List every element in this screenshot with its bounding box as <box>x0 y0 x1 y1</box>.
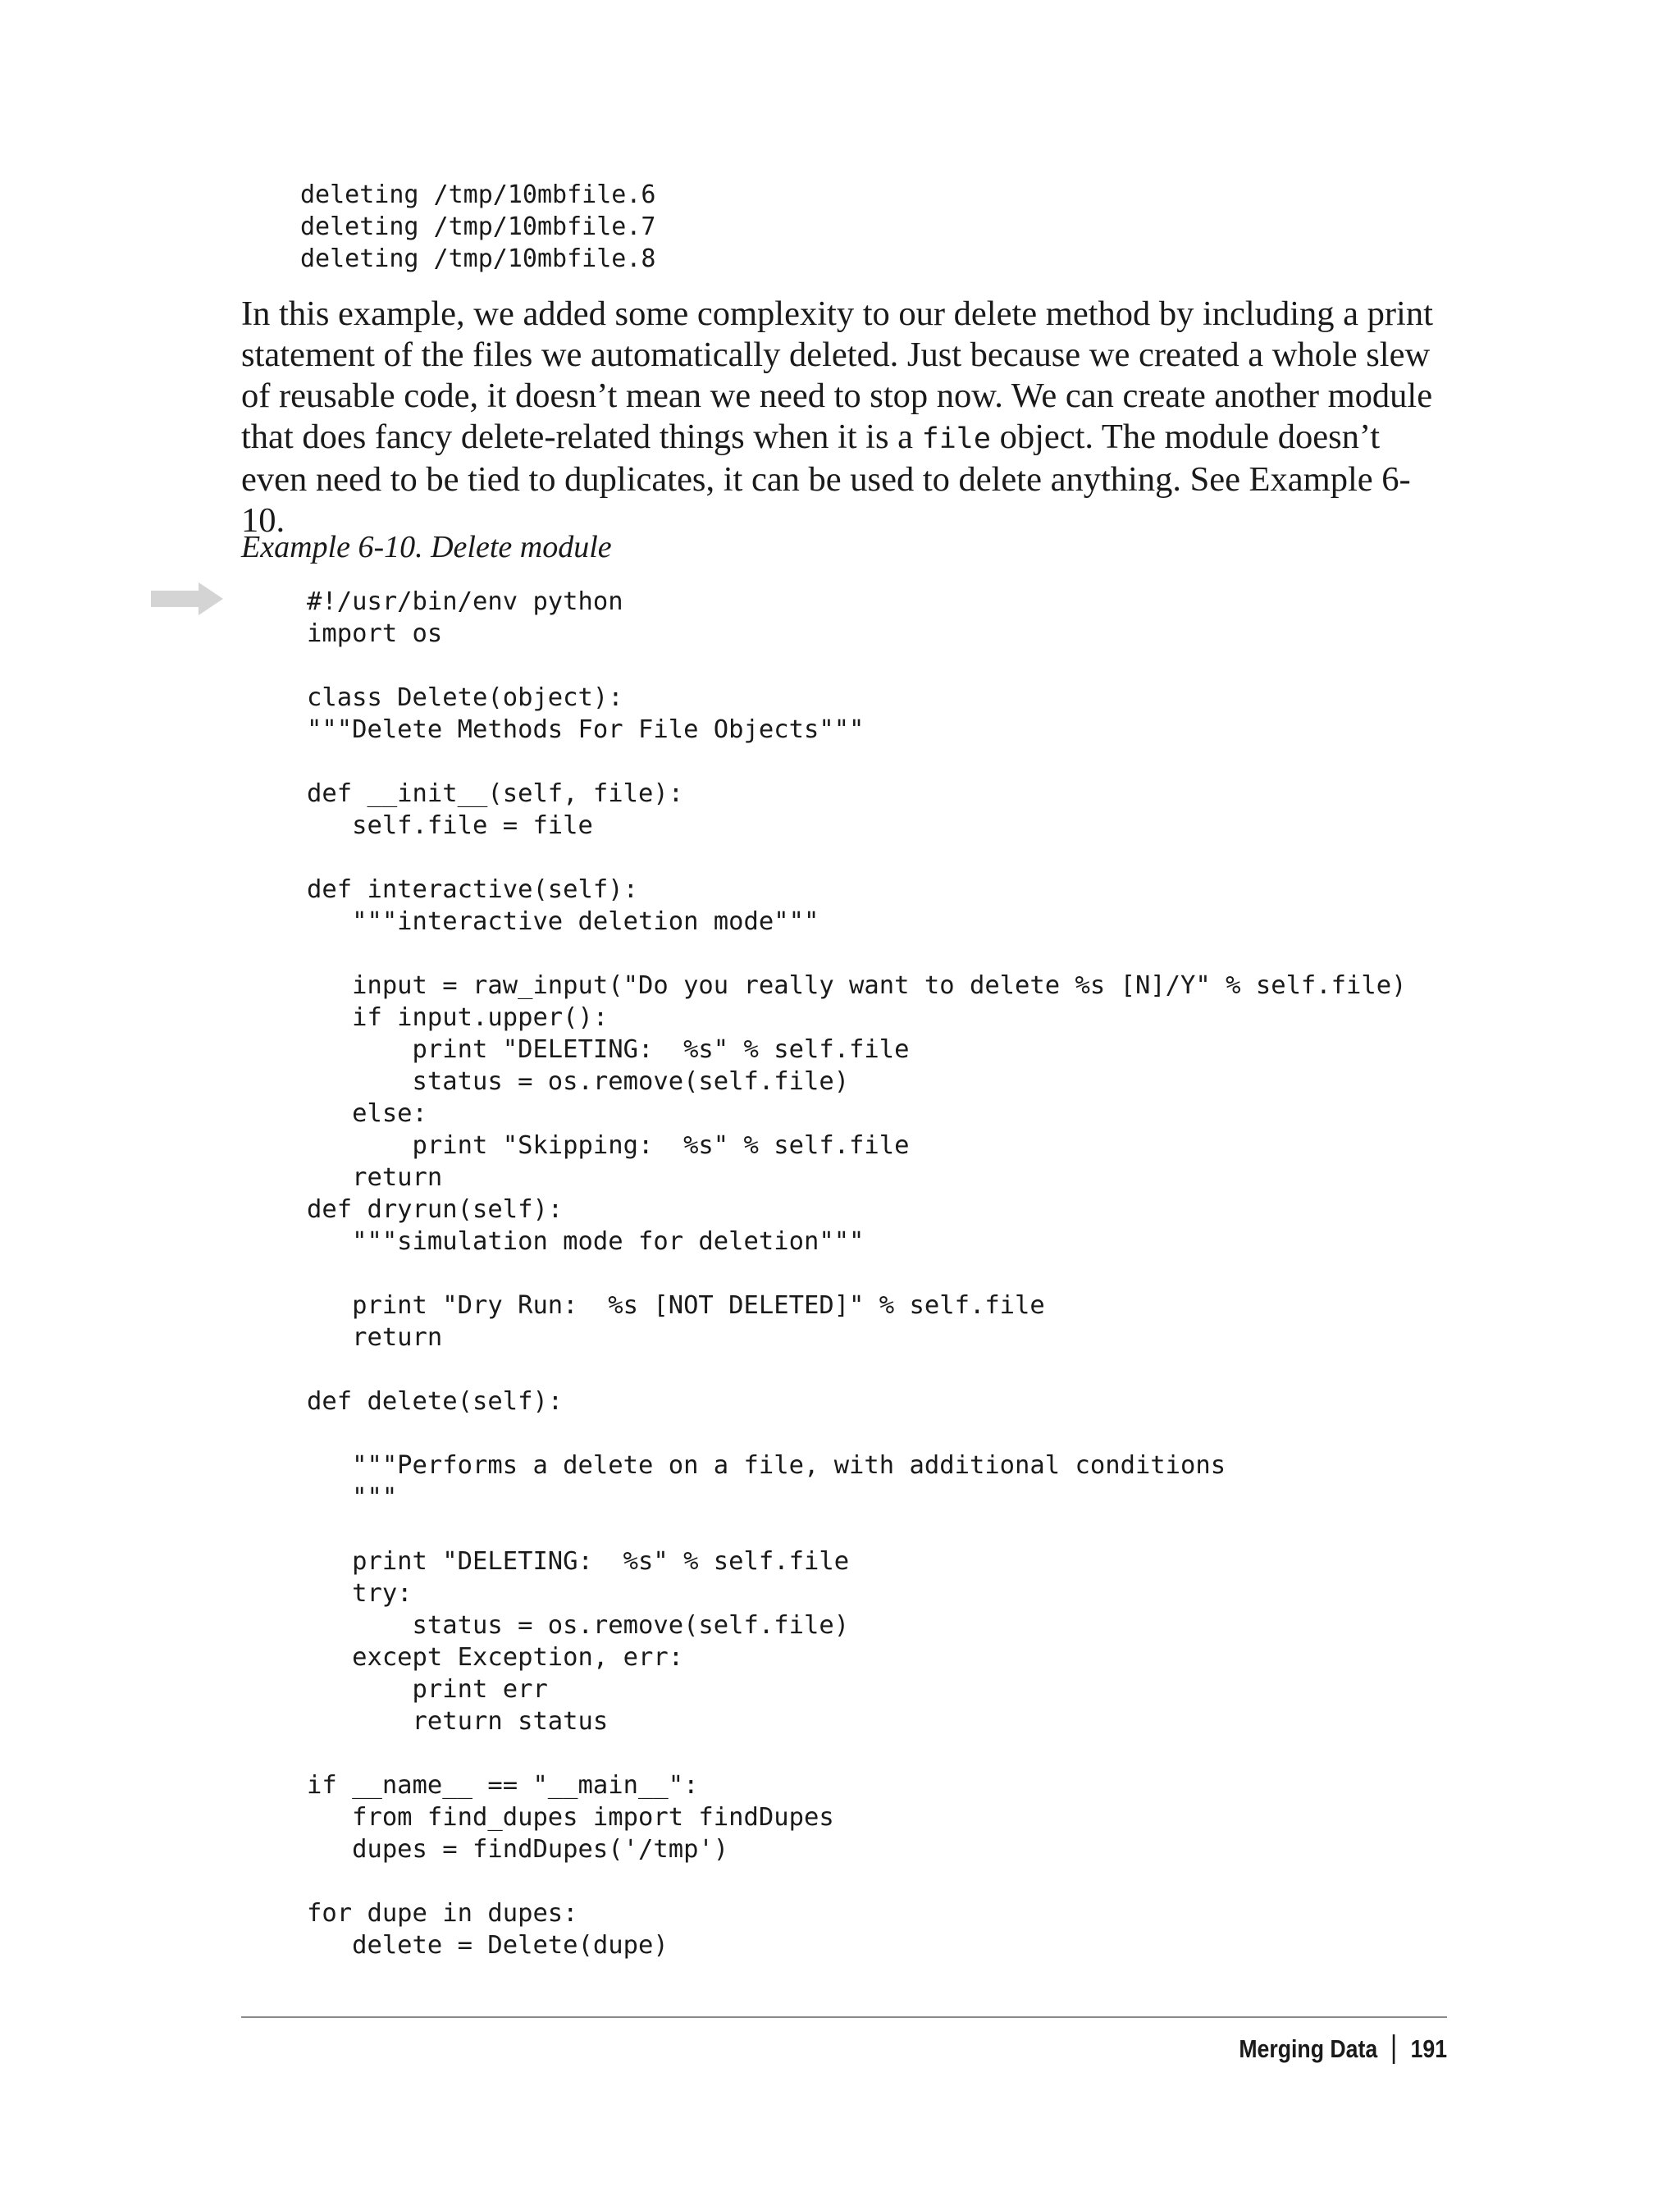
arrow-right-icon <box>151 582 223 615</box>
code-listing: #!/usr/bin/env python import os class Delete(object): """Delete Methods For File Objects""" def __init__(self, file): self.file = file def interactive(self): """interactive deletion mode""" input = raw_input("Do you really want to delete %s [N]/Y" % self.file) if input.upper(): print "DELETING: %s" % self.file status = os.remove(self.file) else: print "Skipping: %s" % self.file return def dryrun(self): """simulation mode for deletion""" print "Dry Run: %s [NOT DELETED]" % self.file return def delete(self): """Performs a delete on a file, with additional conditions """ print "DELETING: %s" % self.file try: status = os.remove(self.file) except Exception, err: print err return status if __name__ == "__main__": from find_dupes import findDupes dupes = findDupes('/tmp') for dupe in dupes: delete = Delete(dupe) <box>307 587 1407 1960</box>
paragraph-text-start: In this example, we added some complexity to our delete method by including a print statement of the files we automatically deleted. Just because we created a whole slew of reusable code, it doesn’t mean we need to stop now. We can create another module that does fancy delete-related things when it is a <box>241 294 1433 456</box>
footer-divider <box>241 2016 1447 2018</box>
footer-section-title: Merging Data <box>1239 2034 1378 2063</box>
footer-separator <box>1393 2034 1395 2064</box>
page-number: 191 <box>1410 2034 1447 2063</box>
output-code-block: deleting /tmp/10mbfile.6 deleting /tmp/10mbfile.7 deleting /tmp/10mbfile.8 <box>300 180 656 273</box>
paragraph-text-end: object. The module doesn’t even need to be tied to duplicates, it can be used to delete anything. See Example 6-10. <box>241 418 1411 540</box>
inline-code-file: file <box>921 422 991 455</box>
example-caption: Example 6-10. Delete module <box>241 530 612 564</box>
body-paragraph <box>241 294 1447 541</box>
page-footer <box>1239 2033 1447 2066</box>
